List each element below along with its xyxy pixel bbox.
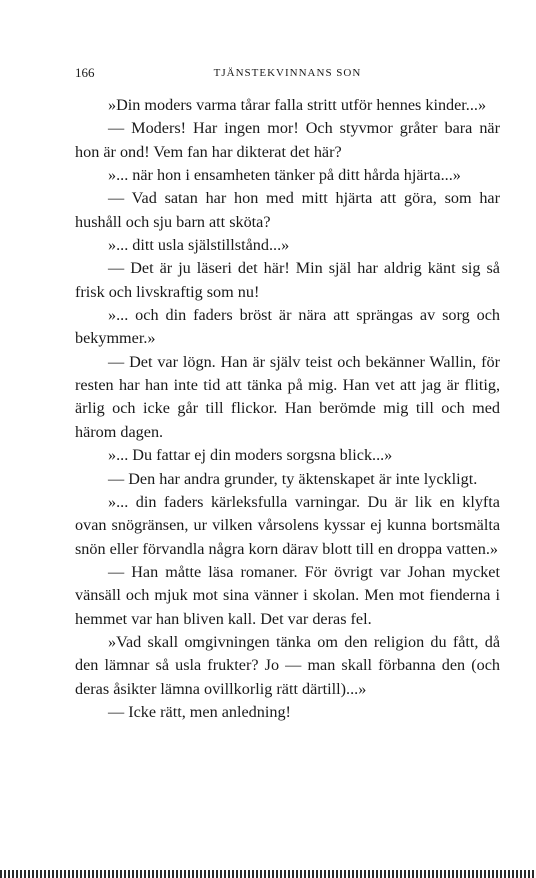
paragraph: — Vad satan har hon med mitt hjärta att göra, som har hushåll och sju barn att sköta? <box>75 189 500 231</box>
page-number: 166 <box>75 65 95 80</box>
running-head <box>75 63 500 83</box>
scan-edge-rule <box>0 870 536 878</box>
paragraph: »Din moders varma tårar falla stritt utför hennes kinder...» <box>108 96 487 114</box>
paragraph: — Det är ju läseri det här! Min själ har aldrig känt sig så frisk och livskraftig som nu! <box>75 259 500 301</box>
paragraph: — Det var lögn. Han är själv teist och bekänner Wallin, för resten har han inte tid att tänka på mig. Han vet att jag är flitig, ärlig och icke går till flickor. Han berömde mig till och med härom dagen. <box>75 352 500 441</box>
running-title: TJÄNSTEKVINNANS SON <box>213 67 362 79</box>
paragraph: »Vad skall omgivningen tänka om den religion du fått, då den lämnar så usla frukter? Jo — man skall förbanna den (och deras åsikter lämna ovillkorlig rätt därtill)...» <box>75 632 500 698</box>
paragraph: — Han måtte läsa romaner. För övrigt var Johan mycket vänsäll och mjuk mot sina vänner i skolan. Men mot fienderna i hemmet var han bliven kall. Det var deras fel. <box>75 562 500 628</box>
paragraph: — Icke rätt, men anledning! <box>108 702 291 721</box>
paragraph: »... Du fattar ej din moders sorgsna blick...» <box>108 446 393 465</box>
paragraph: — Den har andra grunder, ty äktenskapet är inte lyckligt. <box>108 469 478 488</box>
body-text <box>75 94 500 724</box>
paragraph: »... din faders kärleksfulla varningar. Du är lik en klyfta ovan snögränsen, ur vilken vårsolens kyssar ej kunna bortsmälta snön eller förvandla några korn därav blott till en droppa vatten.» <box>75 492 500 558</box>
paragraph: — Moders! Har ingen mor! Och styvmor gråter bara när hon är ond! Vem fan har dikterat det här? <box>75 119 500 161</box>
paragraph: »... när hon i ensamheten tänker på ditt hårda hjärta...» <box>108 166 461 185</box>
paragraph: »... ditt usla själstillstånd...» <box>108 236 290 255</box>
paragraph: »... och din faders bröst är nära att sprängas av sorg och bekymmer.» <box>75 306 500 348</box>
